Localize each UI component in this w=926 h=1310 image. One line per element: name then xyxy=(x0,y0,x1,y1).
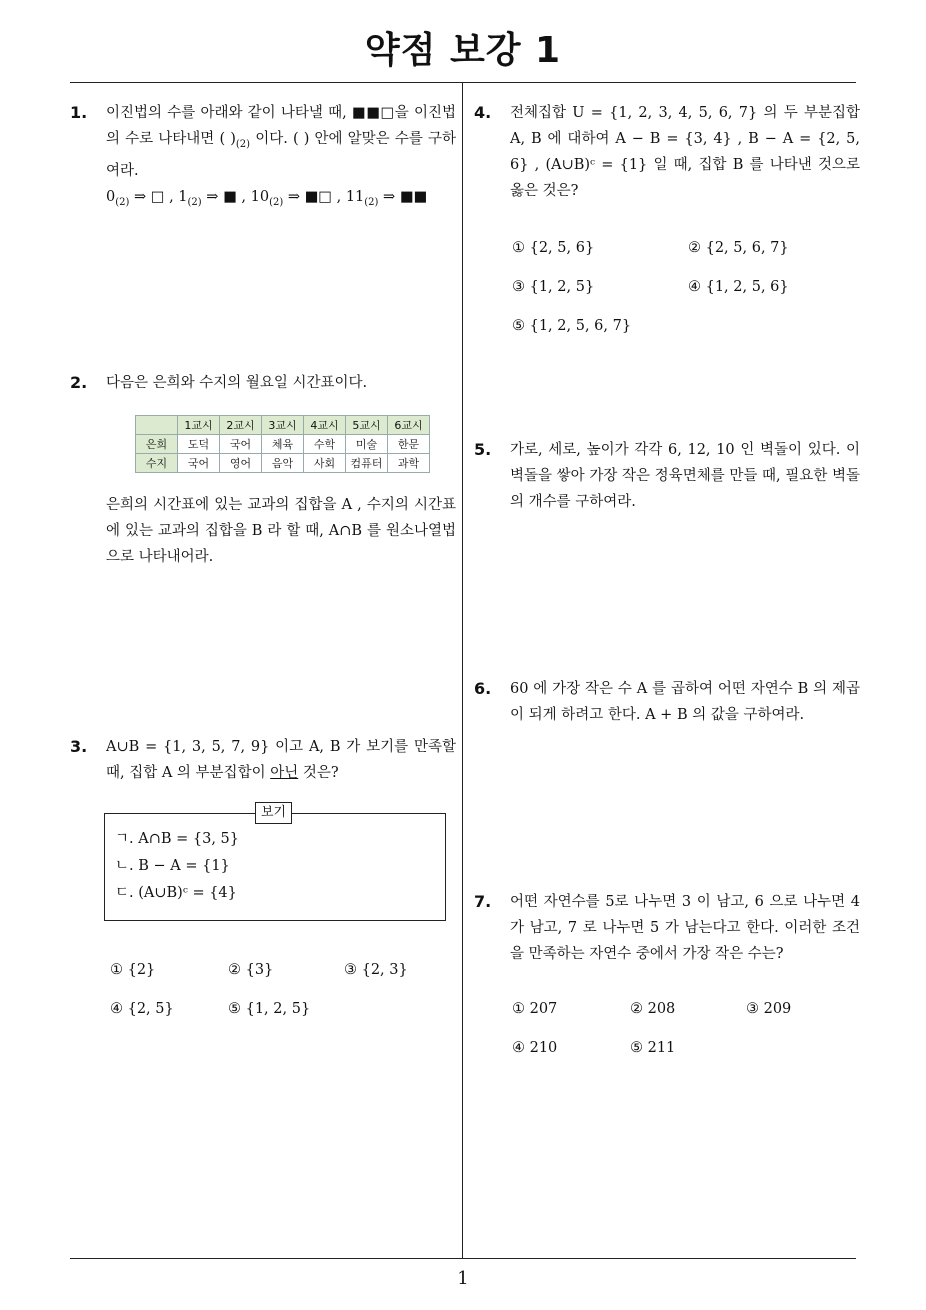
bottom-divider xyxy=(70,1258,856,1259)
top-divider xyxy=(70,82,856,83)
question-text: A∪B = {1, 3, 5, 7, 9} 이고 A, B 가 보기를 만족할 때, 집합 A 의 부분집합이 xyxy=(106,739,456,781)
choice-4[interactable]: ④ 210 xyxy=(512,1040,558,1056)
question-number: 6. xyxy=(474,679,492,698)
choice-2[interactable]: ② 208 xyxy=(630,1001,676,1017)
question-text: 다음은 은희와 수지의 월요일 시간표이다. xyxy=(106,375,368,391)
question-2 xyxy=(70,370,456,396)
question-text: 은희의 시간표에 있는 교과의 집합을 A , 수지의 시간표에 있는 교과의 집합을 B 라 할 때, A∩B 를 원소나열법으로 나타내어라. xyxy=(106,497,456,565)
base-subscript: (2) xyxy=(235,138,251,150)
choice-5[interactable]: ⑤ 211 xyxy=(630,1040,676,1056)
question-7 xyxy=(474,889,860,967)
choice-2[interactable]: ② {2, 5, 6, 7} xyxy=(688,240,789,256)
question-text: 전체집합 U = {1, 2, 3, 4, 5, 6, 7} 의 두 부분집합 A, B 에 대하여 A − B = {3, 4} , B − A = {2, 5, 6} , (A∪B)ᶜ = {1} 일 때, 집합 B 를 나타낸 것으로 옳은 것은? xyxy=(510,105,860,199)
question-text: 가로, 세로, 높이가 각각 6, 12, 10 인 벽돌이 있다. 이 벽돌을 쌓아 가장 작은 정육면체를 만들 때, 필요한 벽돌의 개수를 구하여라. xyxy=(510,442,860,510)
question-text: 이진법의 수를 아래와 같이 나타낼 때, ■■□을 이진법의 수로 나타내면 ( ) xyxy=(106,105,456,147)
question-6 xyxy=(474,676,860,728)
page-number: 1 xyxy=(457,1268,469,1289)
choice-3[interactable]: ③ {2, 3} xyxy=(344,962,408,978)
choice-3[interactable]: ③ 209 xyxy=(746,1001,792,1017)
question-text: 어떤 자연수를 5로 나누면 3 이 남고, 6 으로 나누면 4 가 남고, 7 로 나누면 5 가 남는다고 한다. 이러한 조건을 만족하는 자연수 중에서 가장 작은 수는? xyxy=(510,894,860,962)
page-title: 약점 보강 1 xyxy=(364,30,562,71)
question-number: 7. xyxy=(474,892,492,911)
question-number: 3. xyxy=(70,737,88,756)
question-number: 4. xyxy=(474,103,492,122)
choice-3[interactable]: ③ {1, 2, 5} xyxy=(512,279,595,295)
question-2-body xyxy=(70,492,456,570)
question-number: 2. xyxy=(70,373,88,392)
choice-1[interactable]: ① 207 xyxy=(512,1001,558,1017)
bogi-box xyxy=(104,805,446,921)
table-row: 은희 도덕 국어 체육 수학 미술 한문 xyxy=(136,435,430,454)
bogi-item: ㄱ. A∩B = {3, 5} xyxy=(115,831,239,847)
question-5 xyxy=(474,437,860,515)
question-text: 60 에 가장 작은 수 A 를 곱하여 어떤 자연수 B 의 제곱이 되게 하려고 한다. A + B 의 값을 구하여라. xyxy=(510,681,860,723)
choice-5[interactable]: ⑤ {1, 2, 5, 6, 7} xyxy=(512,318,632,334)
question-text-tail: 이다. ( ) 안에 알맞은 수를 구하여라. xyxy=(106,131,456,179)
bogi-label: 보기 xyxy=(255,802,292,824)
timetable xyxy=(135,415,430,473)
binary-sequence: $0_{(2)}$ ⇒ □ , $1_{(2)}$ ⇒ ■ , $10_{(2)}$ ⇒ ■□ , $11_{(2)}$ ⇒ ■■ xyxy=(106,188,428,208)
table-row: 수지 국어 영어 음악 사회 컴퓨터 과학 xyxy=(136,454,430,473)
choice-1[interactable]: ① {2, 5, 6} xyxy=(512,240,595,256)
question-4 xyxy=(474,100,860,204)
choice-2[interactable]: ② {3} xyxy=(228,962,274,978)
choice-4[interactable]: ④ {1, 2, 5, 6} xyxy=(688,279,789,295)
question-3: 3. A∪B = {1, 3, 5, 7, 9} 이고 A, B 가 보기를 만족할 때, 집합 A 의 부분집합이 아닌 것은? xyxy=(70,734,456,786)
choice-1[interactable]: ① {2} xyxy=(110,962,156,978)
question-number: 1. xyxy=(70,103,88,122)
choice-4[interactable]: ④ {2, 5} xyxy=(110,1001,174,1017)
choice-5[interactable]: ⑤ {1, 2, 5} xyxy=(228,1001,311,1017)
bogi-item: ㄷ. (A∪B)ᶜ = {4} xyxy=(115,885,237,901)
question-number: 5. xyxy=(474,440,492,459)
underlined-word: 아닌 xyxy=(270,765,299,781)
question-1 xyxy=(70,100,456,216)
column-divider xyxy=(462,82,463,1259)
table-header-row: 1교시 2교시 3교시 4교시 5교시 6교시 xyxy=(136,416,430,435)
bogi-item: ㄴ. B − A = {1} xyxy=(115,858,230,874)
